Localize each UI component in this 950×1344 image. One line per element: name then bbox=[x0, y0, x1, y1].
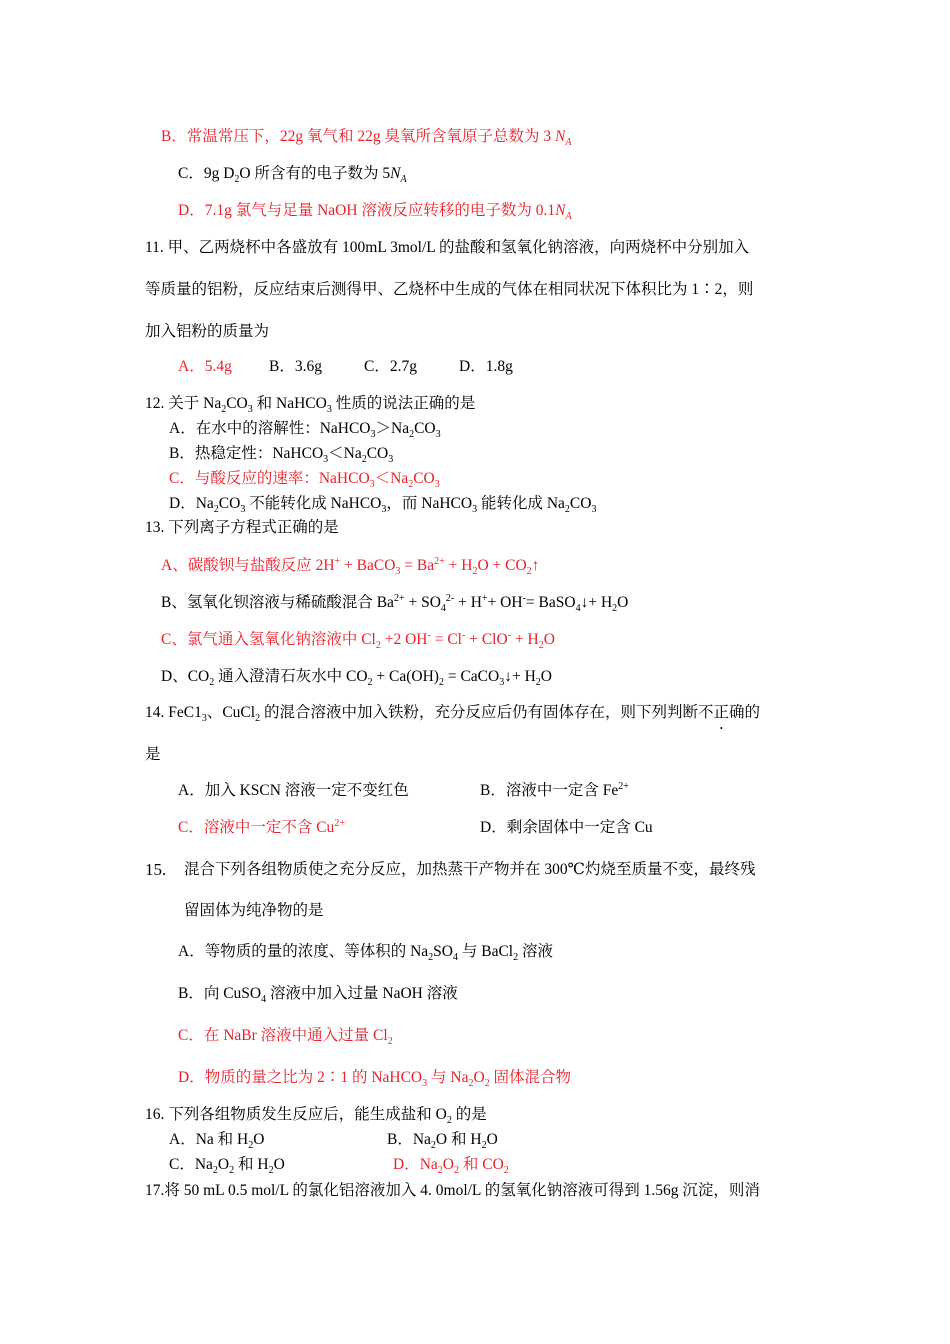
q14-option-c: C．溶液中一定不含 $Cu^{2+}$ bbox=[178, 817, 345, 836]
q11-option-b: B．3.6g bbox=[269, 358, 322, 375]
q13-option-a: A、碳酸钡与盐酸反应 2H+ + BaCO$_3$ = $Ba^{2+} + H_2O$ + $CO_2↑$ bbox=[161, 555, 540, 578]
q13-stem: 13. 下列离子方程式正确的是 bbox=[145, 519, 339, 536]
q15-option-b: B．向 CuSO$_4$ 溶液中加入过量 NaOH 溶液 bbox=[178, 985, 458, 1006]
q12-option-a: A．在水中的溶解性：$NaHCO_3>Na_2CO_3$ bbox=[169, 420, 441, 441]
q13-option-d: D、$CO_2$ 通入澄清石灰水中 $CO_2 + Ca(OH)_2$ = CaCO$_3$↓+ $H_2O$ bbox=[161, 668, 552, 689]
q16-stem: 16. 下列各组物质发生反应后，能生成盐和 $O_2$ 的是 bbox=[145, 1106, 487, 1127]
q10-option-b: B．常温常压下，22g 氧气和 22g 臭氧所含氧原子总数为 3 $N_A$ bbox=[161, 128, 572, 149]
q16-option-b: B．$Na_2O$ 和 $H_2O$ bbox=[387, 1131, 498, 1152]
q11-option-d: D．1.8g bbox=[459, 358, 513, 375]
q15-number: 15. bbox=[145, 860, 167, 879]
q16-option-c: C．$Na_2O_2$ 和 $H_2O$ bbox=[169, 1156, 285, 1177]
q14-option-b: B．溶液中一定含 $Fe^{2+}$ bbox=[480, 780, 629, 799]
q16-option-d: D．$Na_2O_2$ 和 $CO_2$ bbox=[393, 1156, 509, 1177]
q11-stem-line2: 等质量的铝粉，反应结束后测得甲、乙烧杯中生成的气体在相同状况下体积比为 1∶2，则 bbox=[145, 281, 754, 298]
q14-option-a: A．加入 KSCN 溶液一定不变红色 bbox=[178, 782, 409, 799]
emphasis-not-correct: 不正确 bbox=[697, 704, 745, 721]
q15-stem-line2: 留固体为纯净物的是 bbox=[184, 902, 324, 919]
q17-stem-line1: 17.将 50 mL 0.5 mol/L 的氯化铝溶液加入 4. 0mol/L 的氢氧化钠溶液可得到 1.56g 沉淀，则消 bbox=[145, 1182, 760, 1199]
q14-stem-line1: 14. $FeC1_3$、CuCl$_2$ 的混合溶液中加入铁粉，充分反应后仍有固体存在，则下列判断不正确的 bbox=[145, 704, 760, 725]
q13-option-c: C、氯气通入氢氧化钠溶液中 $Cl_2 +2$ $OH^- = Cl^- + ClO^- + H_2O$ bbox=[161, 629, 555, 652]
q10-option-c: C．9g $D_2O$ 所含有的电子数为 $5N_A$ bbox=[178, 165, 407, 186]
q14-option-d: D．剩余固体中一定含 Cu bbox=[480, 819, 653, 836]
q16-option-a: A．Na 和 $H_2O$ bbox=[169, 1131, 265, 1152]
q11-stem-line1: 11. 甲、乙两烧杯中各盛放有 100mL 3mol/L 的盐酸和氢氧化钠溶液，向两烧杯中分别加入 bbox=[145, 239, 750, 256]
q12-option-b: B．热稳定性：$NaHCO_3<Na_2CO_3$ bbox=[169, 445, 394, 466]
q15-option-d: D．物质的量之比为 2∶1 的 NaHCO$_3$ 与 $Na_2O_2$ 固体混合物 bbox=[178, 1069, 572, 1090]
q15-option-a: A．等物质的量的浓度、等体积的 $Na_2SO_4$ 与 BaCl$_2$ 溶液 bbox=[178, 943, 553, 964]
q12-option-c: C．与酸反应的速率：$NaHCO_3<Na_2CO_3$ bbox=[169, 470, 440, 491]
q11-option-a: A．5.4g bbox=[178, 358, 232, 375]
q15-stem-line1: 混合下列各组物质使之充分反应，加热蒸干产物并在 300℃灼烧至质量不变，最终残 bbox=[184, 861, 756, 878]
q10-option-d: D．7.1g 氯气与足量 NaOH 溶液反应转移的电子数为 $0.1N_A$ bbox=[178, 202, 572, 223]
q15-option-c: C．在 NaBr 溶液中通入过量 $Cl_2$ bbox=[178, 1027, 393, 1048]
q11-stem-line3: 加入铝粉的质量为 bbox=[145, 323, 270, 340]
q12-option-d: D．$Na_2CO_3$ 不能转化成 NaHCO$_3$，而 NaHCO$_3$ 能转化成 $Na_2CO_3$ bbox=[169, 495, 597, 516]
q12-stem: 12. 关于 $Na_2CO_3$ 和 NaHCO$_3$ 性质的说法正确的是 bbox=[145, 395, 476, 416]
q14-stem-line2: 是 bbox=[145, 746, 161, 763]
q11-option-c: C．2.7g bbox=[364, 358, 417, 375]
q13-option-b: B、氢氧化钡溶液与稀硫酸混合 $Ba^{2+} + SO_4^{2-} + H^++ OH^-=$ BaSO$_4$↓+ $H_2O$ bbox=[161, 592, 629, 615]
